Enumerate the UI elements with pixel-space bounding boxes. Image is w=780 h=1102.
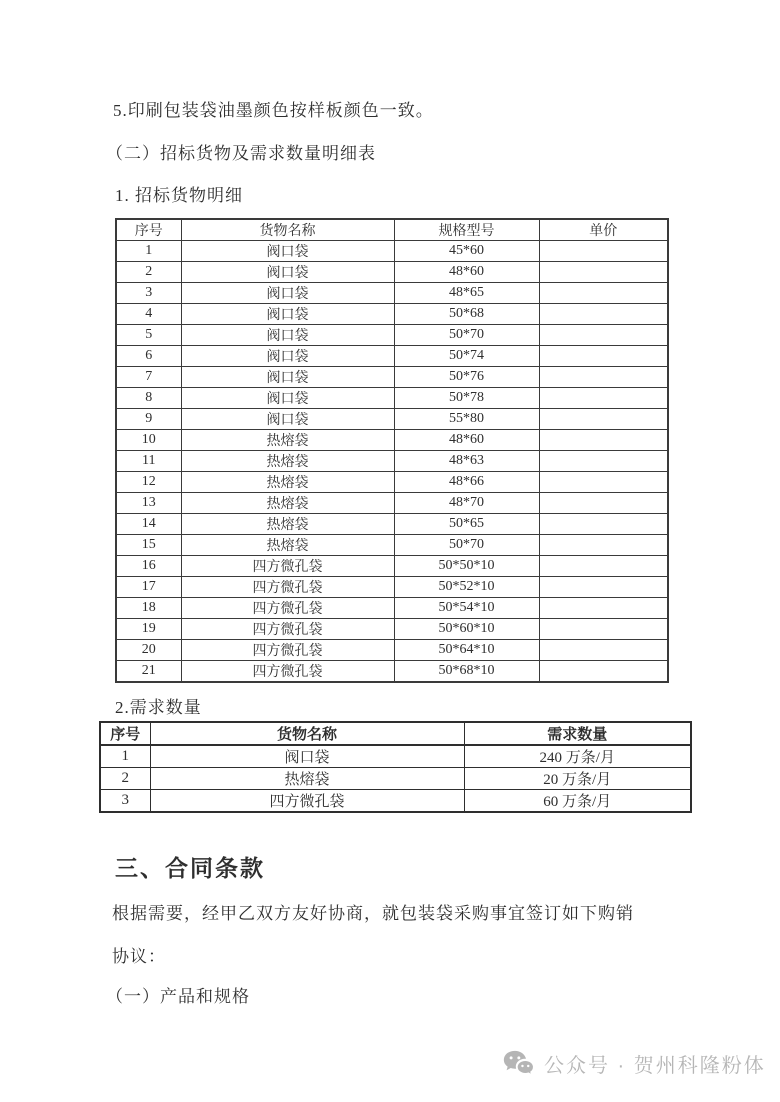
table-row xyxy=(116,577,668,598)
table-cell: 热熔袋 xyxy=(150,768,464,790)
demand-quantity-subheading: 2.需求数量 xyxy=(115,698,202,717)
table-cell xyxy=(539,661,668,683)
goods-detail-table xyxy=(115,218,669,683)
table-cell: 21 xyxy=(116,661,181,683)
column-header: 序号 xyxy=(100,722,150,745)
table-cell xyxy=(539,514,668,535)
table-cell: 3 xyxy=(100,790,150,813)
section-2-heading: （二）招标货物及需求数量明细表 xyxy=(106,144,376,163)
table-row xyxy=(116,367,668,388)
table-cell: 阀口袋 xyxy=(181,388,394,409)
table-cell: 50*52*10 xyxy=(394,577,539,598)
table-cell: 阀口袋 xyxy=(181,262,394,283)
table-cell: 8 xyxy=(116,388,181,409)
table-cell: 50*68 xyxy=(394,304,539,325)
table-row xyxy=(116,262,668,283)
table-cell: 14 xyxy=(116,514,181,535)
table-cell: 四方微孔袋 xyxy=(181,619,394,640)
table-cell: 阀口袋 xyxy=(181,409,394,430)
table-cell: 10 xyxy=(116,430,181,451)
contract-terms-heading: 三、合同条款 xyxy=(115,856,265,881)
table-cell: 5 xyxy=(116,325,181,346)
table-row xyxy=(100,745,691,768)
column-header: 货物名称 xyxy=(181,219,394,241)
table-row xyxy=(116,304,668,325)
watermark-text: 公众号 · 贺州科隆粉体 xyxy=(544,1055,766,1077)
table-cell: 7 xyxy=(116,367,181,388)
table-cell: 阀口袋 xyxy=(181,304,394,325)
column-header: 货物名称 xyxy=(150,722,464,745)
table-cell xyxy=(539,262,668,283)
column-header: 需求数量 xyxy=(464,722,691,745)
table-cell: 热熔袋 xyxy=(181,514,394,535)
table-cell: 2 xyxy=(116,262,181,283)
table-cell: 50*64*10 xyxy=(394,640,539,661)
table-cell xyxy=(539,367,668,388)
column-header: 单价 xyxy=(539,219,668,241)
table-row xyxy=(116,346,668,367)
clause-5-text: 5.印刷包装袋油墨颜色按样板颜色一致。 xyxy=(113,101,434,120)
table-cell: 热熔袋 xyxy=(181,535,394,556)
table-cell: 阀口袋 xyxy=(181,283,394,304)
table-cell: 50*76 xyxy=(394,367,539,388)
table-cell: 2 xyxy=(100,768,150,790)
demand-quantity-table xyxy=(99,721,692,813)
table-row xyxy=(116,409,668,430)
table-cell: 50*78 xyxy=(394,388,539,409)
table-row xyxy=(100,790,691,813)
wechat-watermark xyxy=(503,1049,766,1078)
table-cell: 阀口袋 xyxy=(181,241,394,262)
table-cell: 阀口袋 xyxy=(181,325,394,346)
table-cell: 6 xyxy=(116,346,181,367)
table-row xyxy=(100,768,691,790)
table-row xyxy=(116,535,668,556)
table-row xyxy=(116,472,668,493)
table-cell xyxy=(539,388,668,409)
table-cell: 四方微孔袋 xyxy=(181,661,394,683)
table-row xyxy=(116,514,668,535)
table-cell: 48*60 xyxy=(394,430,539,451)
table-row xyxy=(116,640,668,661)
table-cell: 55*80 xyxy=(394,409,539,430)
column-header: 序号 xyxy=(116,219,181,241)
table-cell: 20 万条/月 xyxy=(464,768,691,790)
table-cell xyxy=(539,451,668,472)
table-cell xyxy=(539,430,668,451)
table-cell xyxy=(539,304,668,325)
table-cell: 48*66 xyxy=(394,472,539,493)
table-cell: 18 xyxy=(116,598,181,619)
table-cell: 15 xyxy=(116,535,181,556)
table-cell: 四方微孔袋 xyxy=(181,577,394,598)
header-row xyxy=(116,219,668,241)
table-cell xyxy=(539,241,668,262)
table-cell: 19 xyxy=(116,619,181,640)
table-row xyxy=(116,388,668,409)
table-cell: 1 xyxy=(116,241,181,262)
table-cell: 50*54*10 xyxy=(394,598,539,619)
table-cell: 50*50*10 xyxy=(394,556,539,577)
table-cell xyxy=(539,619,668,640)
table-cell: 48*63 xyxy=(394,451,539,472)
goods-detail-subheading: 1. 招标货物明细 xyxy=(115,186,243,205)
table-cell: 1 xyxy=(100,745,150,768)
table-cell: 48*60 xyxy=(394,262,539,283)
contract-intro-line-1: 根据需要，经甲乙双方友好协商，就包装袋采购事宜签订如下购销 xyxy=(112,904,634,923)
table-cell: 四方微孔袋 xyxy=(181,556,394,577)
table-cell: 240 万条/月 xyxy=(464,745,691,768)
table-cell: 四方微孔袋 xyxy=(150,790,464,813)
table-cell: 4 xyxy=(116,304,181,325)
table-row xyxy=(116,430,668,451)
table-cell: 3 xyxy=(116,283,181,304)
table-cell: 热熔袋 xyxy=(181,493,394,514)
wechat-icon xyxy=(503,1050,536,1078)
table-row xyxy=(116,451,668,472)
table-cell xyxy=(539,472,668,493)
table-cell: 11 xyxy=(116,451,181,472)
table-cell: 阀口袋 xyxy=(181,367,394,388)
table-cell: 50*68*10 xyxy=(394,661,539,683)
table-row xyxy=(116,661,668,683)
contract-intro-line-2: 协议： xyxy=(112,947,166,966)
table-cell: 12 xyxy=(116,472,181,493)
table-row xyxy=(116,283,668,304)
table-cell: 50*70 xyxy=(394,535,539,556)
table-cell: 四方微孔袋 xyxy=(181,598,394,619)
product-and-spec-subheading: （一）产品和规格 xyxy=(106,987,250,1006)
table-cell: 48*70 xyxy=(394,493,539,514)
table-row xyxy=(116,619,668,640)
table-row xyxy=(116,493,668,514)
table-cell xyxy=(539,556,668,577)
table-row xyxy=(116,241,668,262)
table-row xyxy=(116,598,668,619)
table-cell: 50*74 xyxy=(394,346,539,367)
table-row xyxy=(116,325,668,346)
table-cell xyxy=(539,577,668,598)
table-cell: 16 xyxy=(116,556,181,577)
table-cell: 45*60 xyxy=(394,241,539,262)
table-cell: 20 xyxy=(116,640,181,661)
table-cell xyxy=(539,283,668,304)
column-header: 规格型号 xyxy=(394,219,539,241)
table-cell: 热熔袋 xyxy=(181,451,394,472)
table-cell: 9 xyxy=(116,409,181,430)
table-cell: 50*70 xyxy=(394,325,539,346)
table-cell: 50*65 xyxy=(394,514,539,535)
table-cell xyxy=(539,535,668,556)
table-cell: 热熔袋 xyxy=(181,430,394,451)
table-row xyxy=(116,556,668,577)
table-cell: 17 xyxy=(116,577,181,598)
table-cell: 阀口袋 xyxy=(150,745,464,768)
table-cell: 60 万条/月 xyxy=(464,790,691,813)
table-cell: 50*60*10 xyxy=(394,619,539,640)
header-row xyxy=(100,722,691,745)
table-cell xyxy=(539,598,668,619)
table-cell: 13 xyxy=(116,493,181,514)
table-cell: 热熔袋 xyxy=(181,472,394,493)
table-cell xyxy=(539,640,668,661)
table-cell: 四方微孔袋 xyxy=(181,640,394,661)
table-cell xyxy=(539,493,668,514)
table-cell xyxy=(539,409,668,430)
table-cell: 48*65 xyxy=(394,283,539,304)
table-cell: 阀口袋 xyxy=(181,346,394,367)
table-cell xyxy=(539,346,668,367)
table-cell xyxy=(539,325,668,346)
